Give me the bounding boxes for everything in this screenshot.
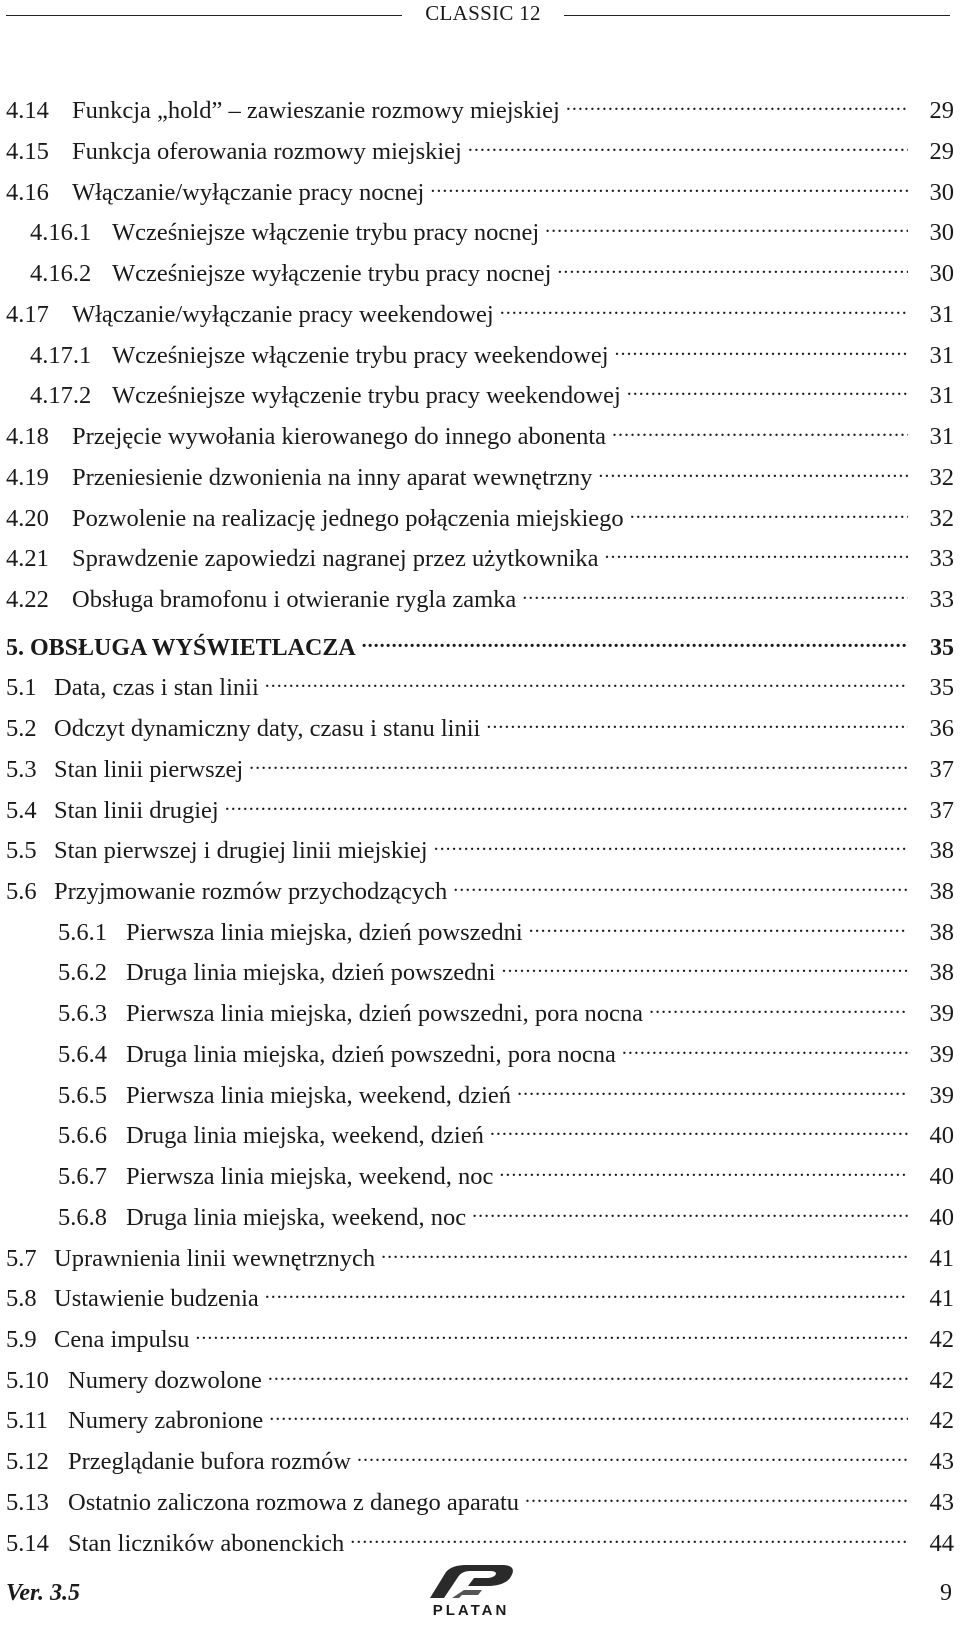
toc-entry-page: 31 [929, 382, 954, 409]
toc-leader-dots [381, 1234, 908, 1266]
toc-entry-title: Włączanie/wyłączanie pracy weekendowej [72, 301, 494, 328]
toc-entry[interactable] [0, 1111, 954, 1149]
toc-leader-dots [265, 1274, 908, 1306]
toc-entry-title: Funkcja oferowania rozmowy miejskiej [72, 138, 462, 165]
toc-leader-dots [362, 623, 908, 655]
toc-entry-number: 4.16 [6, 179, 49, 206]
toc-entry-number: 5.8 [6, 1285, 37, 1312]
toc-entry-number: 5.6.2 [58, 959, 107, 986]
toc-entry[interactable] [0, 127, 954, 165]
toc-leader-dots [434, 826, 908, 858]
toc-leader-dots [622, 1030, 908, 1062]
toc-entry-title: Sprawdzenie zapowiedzi nagranej przez użytkownika [72, 545, 599, 572]
toc-entry-title: Cena impulsu [54, 1326, 190, 1353]
toc-entry-title: Pierwsza linia miejska, dzień powszedni, pora nocna [126, 1000, 644, 1027]
toc-entry-page: 32 [929, 505, 954, 532]
toc-entry-number: 4.15 [6, 138, 49, 165]
toc-entry[interactable] [0, 1396, 954, 1434]
toc-leader-dots [499, 1152, 908, 1184]
toc-leader-dots [615, 331, 908, 363]
header-rule-left [6, 15, 402, 16]
toc-entry[interactable] [0, 1071, 954, 1109]
toc-entry[interactable] [0, 371, 954, 409]
toc-leader-dots [630, 494, 908, 526]
toc-leader-dots [598, 453, 908, 485]
toc-entry-number: 5.13 [6, 1489, 49, 1516]
toc-entry-title: Numery zabronione [68, 1407, 264, 1434]
toc-entry-title: Wcześniejsze wyłączenie trybu pracy weekendowej [112, 382, 621, 409]
toc-entry-page: 41 [929, 1245, 954, 1272]
toc-entry-number: 5.12 [6, 1448, 49, 1475]
toc-entry-number: 4.19 [6, 464, 49, 491]
toc-entry-number: 5.4 [6, 797, 37, 824]
toc-entry[interactable] [0, 1437, 954, 1475]
toc-entry-title: Pierwsza linia miejska, weekend, noc [126, 1163, 494, 1190]
toc-entry-page: 37 [929, 797, 954, 824]
toc-entry-title: Ustawienie budzenia [54, 1285, 259, 1312]
toc-entry-page: 37 [929, 756, 954, 783]
toc-leader-dots [557, 249, 908, 281]
toc-leader-dots [195, 1315, 908, 1347]
toc-entry-number: 5.6.1 [58, 919, 107, 946]
toc-entry-title: Data, czas i stan linii [54, 674, 259, 701]
toc-entry[interactable] [0, 412, 954, 450]
toc-entry-title: Funkcja „hold” – zawieszanie rozmowy miejskiej [72, 97, 560, 124]
toc-entry[interactable] [0, 989, 954, 1027]
toc-entry-page: 41 [929, 1285, 954, 1312]
toc-entry-title: Pierwsza linia miejska, dzień powszedni [126, 919, 523, 946]
logo-wordmark: PLATAN [432, 1602, 510, 1619]
toc-entry[interactable] [0, 494, 954, 532]
toc-leader-dots [545, 208, 908, 240]
toc-entry[interactable] [0, 948, 954, 986]
toc-leader-dots [268, 1356, 908, 1388]
toc-entry-title: Druga linia miejska, weekend, noc [126, 1204, 467, 1231]
toc-entry[interactable] [0, 168, 954, 206]
toc-entry-number: 5.6.6 [58, 1122, 107, 1149]
toc-entry-number: 4.18 [6, 423, 49, 450]
toc-entry-page: 35 [929, 674, 954, 701]
toc-entry-page: 39 [929, 1082, 954, 1109]
toc-entry[interactable] [0, 331, 954, 369]
toc-entry[interactable] [0, 453, 954, 491]
toc-leader-dots [490, 1111, 908, 1143]
toc-entry-number: 5.6.3 [58, 1000, 107, 1027]
toc-entry-number: 5.9 [6, 1326, 37, 1353]
toc-leader-dots [649, 989, 908, 1021]
toc-entry-number: 5.10 [6, 1367, 49, 1394]
toc-entry-page: 33 [929, 586, 954, 613]
toc-entry-page: 43 [929, 1489, 954, 1516]
toc-entry-title: Stan pierwszej i drugiej linii miejskiej [54, 837, 428, 864]
toc-leader-dots [605, 534, 908, 566]
toc-entry-page: 40 [929, 1122, 954, 1149]
toc-entry[interactable] [0, 1478, 954, 1516]
toc-entry-title: Włączanie/wyłączanie pracy nocnej [72, 179, 425, 206]
toc-entry-page: 30 [929, 260, 954, 287]
toc-entry[interactable] [0, 1152, 954, 1190]
toc-entry-number: 5.11 [6, 1407, 48, 1434]
toc-entry-title: Pierwsza linia miejska, weekend, dzień [126, 1082, 512, 1109]
toc-leader-dots [627, 371, 908, 403]
toc-entry-number: 5.3 [6, 756, 37, 783]
header-title: CLASSIC 12 [425, 1, 541, 25]
toc-entry[interactable] [0, 826, 954, 864]
toc-leader-dots [350, 1519, 908, 1551]
toc-entry[interactable] [0, 1274, 954, 1312]
platan-logo-mark-icon [412, 1562, 530, 1602]
toc-entry-title: Uprawnienia linii wewnętrznych [54, 1245, 376, 1272]
toc-entry-title: Wcześniejsze wyłączenie trybu pracy nocnej [112, 260, 552, 287]
toc-entry-page: 38 [929, 959, 954, 986]
toc-entry-page: 42 [929, 1367, 954, 1394]
toc-leader-dots [249, 745, 908, 777]
toc-entry-title: Druga linia miejska, dzień powszedni, pora nocna [126, 1041, 616, 1068]
toc-leader-dots [453, 867, 908, 899]
toc-entry-page: 40 [929, 1204, 954, 1231]
toc-leader-dots [525, 1478, 908, 1510]
toc-leader-dots [529, 908, 908, 940]
platan-logo [412, 1562, 530, 1622]
toc-entry-title: Stan liczników abonenckich [68, 1530, 345, 1557]
toc-entry-page: 31 [929, 342, 954, 369]
toc-entry-page: 29 [929, 97, 954, 124]
toc-entry-number: 5.1 [6, 674, 37, 701]
toc-entry-page: 31 [929, 301, 954, 328]
toc-entry-number: 5.6.7 [58, 1163, 107, 1190]
toc-entry-title: Druga linia miejska, weekend, dzień [126, 1122, 484, 1149]
toc-entry-number: 4.20 [6, 505, 49, 532]
toc-entry-page: 35 [930, 635, 954, 661]
toc-leader-dots [357, 1437, 908, 1469]
footer-version: Ver. 3.5 [6, 1580, 81, 1606]
toc-entry[interactable] [0, 1519, 954, 1557]
toc-leader-dots [500, 290, 908, 322]
toc-leader-dots [486, 704, 908, 736]
toc-entry[interactable] [0, 908, 954, 946]
toc-entry-page: 30 [929, 179, 954, 206]
toc-entry[interactable] [0, 1193, 954, 1231]
toc-entry-page: 29 [929, 138, 954, 165]
toc-entry-number: 4.17 [6, 301, 49, 328]
toc-entry-page: 38 [929, 878, 954, 905]
toc-leader-dots [430, 168, 908, 200]
toc-entry-title: Przeglądanie bufora rozmów [68, 1448, 351, 1475]
toc-leader-dots [566, 86, 908, 118]
toc-entry-title: Obsługa bramofonu i otwieranie rygla zamka [72, 586, 517, 613]
toc-entry[interactable] [0, 86, 954, 124]
toc-entry-number: 4.16.2 [30, 260, 92, 287]
toc-entry-page: 43 [929, 1448, 954, 1475]
toc-entry[interactable] [0, 704, 954, 742]
toc-entry[interactable] [0, 623, 954, 661]
toc-entry-number: 5. [6, 635, 24, 661]
toc-entry[interactable] [0, 208, 954, 246]
toc-entry[interactable] [0, 745, 954, 783]
toc-entry-page: 39 [929, 1041, 954, 1068]
toc-entry[interactable] [0, 1315, 954, 1353]
toc-leader-dots [501, 948, 908, 980]
toc-entry[interactable] [0, 575, 954, 613]
toc-entry-title: Przyjmowanie rozmów przychodzących [54, 878, 448, 905]
toc-entry-number: 4.16.1 [30, 219, 92, 246]
toc-entry-page: 31 [929, 423, 954, 450]
toc-leader-dots [225, 786, 908, 818]
toc-entry[interactable] [0, 534, 954, 572]
toc-entry-number: 5.6.8 [58, 1204, 107, 1231]
toc-entry-number: 5.6.4 [58, 1041, 107, 1068]
toc-leader-dots [468, 127, 908, 159]
toc-entry-title: Ostatnio zaliczona rozmowa z danego aparatu [68, 1489, 520, 1516]
toc-leader-dots [472, 1193, 908, 1225]
toc-entry[interactable] [0, 663, 954, 701]
toc-entry-number: 5.5 [6, 837, 37, 864]
toc-entry-page: 39 [929, 1000, 954, 1027]
footer-page-number: 9 [940, 1580, 952, 1606]
page-header [0, 0, 960, 34]
toc-entry-page: 42 [929, 1407, 954, 1434]
toc-entry-page: 38 [929, 837, 954, 864]
toc-entry-title: Odczyt dynamiczny daty, czasu i stanu linii [54, 715, 481, 742]
toc-entry-title: Stan linii drugiej [54, 797, 219, 824]
toc-entry-page: 36 [929, 715, 954, 742]
toc-entry[interactable] [0, 290, 954, 328]
toc-entry-number: 5.2 [6, 715, 37, 742]
toc-entry[interactable] [0, 1356, 954, 1394]
toc-entry-number: 5.6.5 [58, 1082, 107, 1109]
toc-entry-title: Przejęcie wywołania kierowanego do innego abonenta [72, 423, 607, 450]
toc-entry[interactable] [0, 1030, 954, 1068]
toc-leader-dots [522, 575, 908, 607]
toc-entry-number: 5.7 [6, 1245, 37, 1272]
toc-entry-number: 5.6 [6, 878, 37, 905]
toc-leader-dots [265, 663, 908, 695]
toc-entry-number: 5.14 [6, 1530, 49, 1557]
toc-entry-number: 4.22 [6, 586, 49, 613]
toc-entry-title: Przeniesienie dzwonienia na inny aparat wewnętrzny [72, 464, 593, 491]
toc-entry-page: 32 [929, 464, 954, 491]
toc-entry[interactable] [0, 249, 954, 287]
toc-entry-number: 4.14 [6, 97, 49, 124]
toc-entry-title: OBSŁUGA WYŚWIETLACZA [30, 635, 356, 661]
toc-entry[interactable] [0, 1234, 954, 1272]
toc-entry-page: 44 [929, 1530, 954, 1557]
toc-entry-title: Wcześniejsze włączenie trybu pracy nocnej [112, 219, 540, 246]
toc-entry-number: 4.17.1 [30, 342, 92, 369]
toc-entry-number: 4.17.2 [30, 382, 92, 409]
toc-entry-page: 30 [929, 219, 954, 246]
toc-entry-title: Numery dozwolone [68, 1367, 262, 1394]
toc-leader-dots [612, 412, 908, 444]
toc-leader-dots [269, 1396, 908, 1428]
toc-entry-title: Wcześniejsze włączenie trybu pracy weekendowej [112, 342, 609, 369]
toc-entry-title: Pozwolenie na realizację jednego połączenia miejskiego [72, 505, 624, 532]
toc-leader-dots [517, 1071, 908, 1103]
toc-entry-title: Stan linii pierwszej [54, 756, 244, 783]
toc-entry-title: Druga linia miejska, dzień powszedni [126, 959, 496, 986]
toc-entry[interactable] [0, 867, 954, 905]
toc-entry-number: 4.21 [6, 545, 49, 572]
toc-entry[interactable] [0, 786, 954, 824]
toc-entry-page: 33 [929, 545, 954, 572]
header-rule-right [564, 15, 950, 16]
toc-entry-page: 42 [929, 1326, 954, 1353]
toc-entry-page: 38 [929, 919, 954, 946]
toc-entry-page: 40 [929, 1163, 954, 1190]
